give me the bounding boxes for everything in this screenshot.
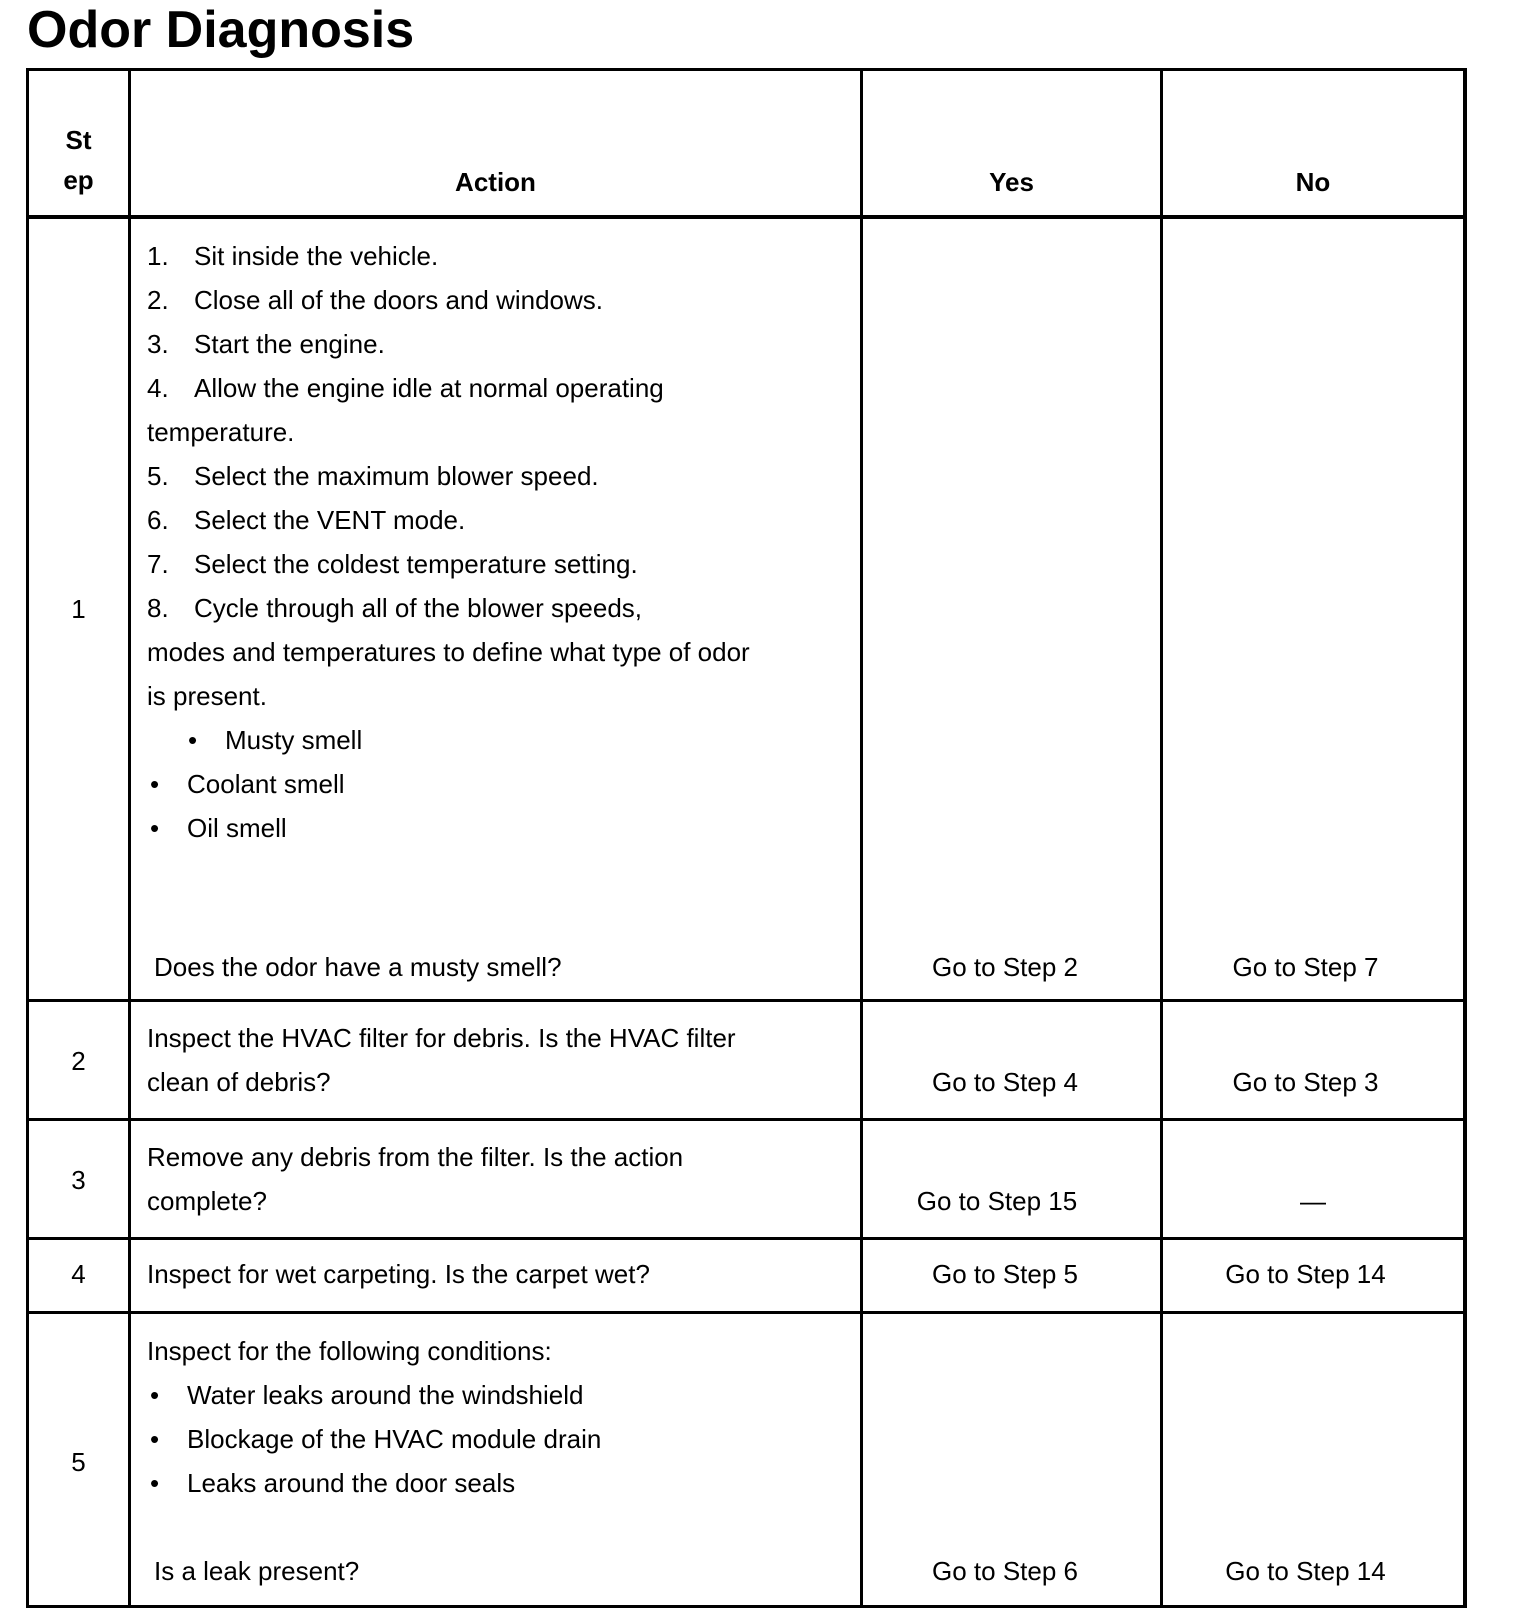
bullet-icon: • (188, 725, 198, 755)
no-cell: Go to Step 7 (1232, 952, 1379, 982)
bullet-item: • Leaks around the door seals (147, 1461, 847, 1505)
yes-cell: Go to Step 15 (916, 1186, 1078, 1216)
list-item-continuation: modes and temperatures to define what type of odor (147, 637, 750, 667)
list-item: 1. Sit inside the vehicle. (147, 241, 439, 271)
header-no: No (1295, 167, 1331, 197)
step-number: 1 (71, 594, 86, 624)
header-step-line1: St (65, 125, 92, 155)
bullet-icon: • (150, 769, 160, 799)
column-divider (860, 68, 863, 1608)
bullet-icon: • (150, 1424, 160, 1454)
no-cell: Go to Step 14 (1225, 1259, 1386, 1289)
bullet-item: • Blockage of the HVAC module drain (147, 1417, 847, 1461)
step-number: 4 (71, 1259, 86, 1289)
yes-cell: Go to Step 5 (932, 1259, 1078, 1289)
list-item: 2. Close all of the doors and windows. (147, 285, 604, 315)
yes-cell: Go to Step 6 (932, 1556, 1078, 1586)
header-step (29, 120, 128, 200)
action-cell: Remove any debris from the filter. Is the action complete? (147, 1142, 684, 1216)
yes-cell: Go to Step 4 (932, 1067, 1078, 1097)
list-item-continuation: is present. (147, 681, 267, 711)
list-item: 3. Start the engine. (147, 329, 385, 359)
column-divider (1160, 68, 1163, 1608)
header-action: Action (455, 167, 536, 197)
bullet-icon: • (150, 1380, 160, 1410)
step-number: 2 (71, 1046, 86, 1076)
action-cell: Inspect the HVAC filter for debris. Is the HVAC filter clean of debris? (147, 1023, 736, 1097)
table-border-right (1463, 68, 1467, 1608)
bullet-icon: • (150, 813, 160, 843)
bullet-item: • Musty smell (147, 718, 847, 762)
action-cell: Inspect for the following conditions: • Water leaks around the windshield • Blockage of the HVAC module drain • Leaks around the door seals (147, 1329, 847, 1505)
bullet-item: • Water leaks around the windshield (147, 1373, 847, 1417)
no-cell: Go to Step 14 (1225, 1556, 1386, 1586)
step-number: 3 (71, 1165, 86, 1195)
row-divider (26, 1311, 1467, 1314)
question-text: Does the odor have a musty smell? (154, 952, 562, 982)
row-divider (26, 1118, 1467, 1121)
no-cell: — (1300, 1186, 1326, 1216)
list-item: 5. Select the maximum blower speed. (147, 461, 599, 491)
list-item: 6. Select the VENT mode. (147, 505, 466, 535)
bullet-item: • Oil smell (147, 806, 847, 850)
list-item: 4. Allow the engine idle at normal operating (147, 373, 664, 403)
column-divider (128, 68, 131, 1608)
row-divider (26, 1237, 1467, 1240)
list-item-continuation: temperature. (147, 417, 295, 447)
no-cell: Go to Step 3 (1232, 1067, 1379, 1097)
row-divider (26, 999, 1467, 1002)
list-item: 7. Select the coldest temperature setting. (147, 549, 638, 579)
table-border-bottom (26, 1605, 1467, 1608)
action-cell: Inspect for wet carpeting. Is the carpet wet? (147, 1259, 650, 1289)
header-divider (26, 215, 1467, 219)
table-border-left (26, 68, 29, 1608)
yes-cell: Go to Step 2 (932, 952, 1078, 982)
action-cell (147, 234, 847, 850)
bullet-item: • Coolant smell (147, 762, 847, 806)
bullet-icon: • (150, 1468, 160, 1498)
header-step-line2: ep (63, 165, 94, 195)
question-text: Is a leak present? (154, 1556, 360, 1586)
page-title: Odor Diagnosis (27, 1, 415, 59)
table-border-top (26, 68, 1467, 71)
header-yes: Yes (989, 167, 1034, 197)
list-item: 8. Cycle through all of the blower speeds, (147, 593, 643, 623)
step-number: 5 (71, 1447, 86, 1477)
